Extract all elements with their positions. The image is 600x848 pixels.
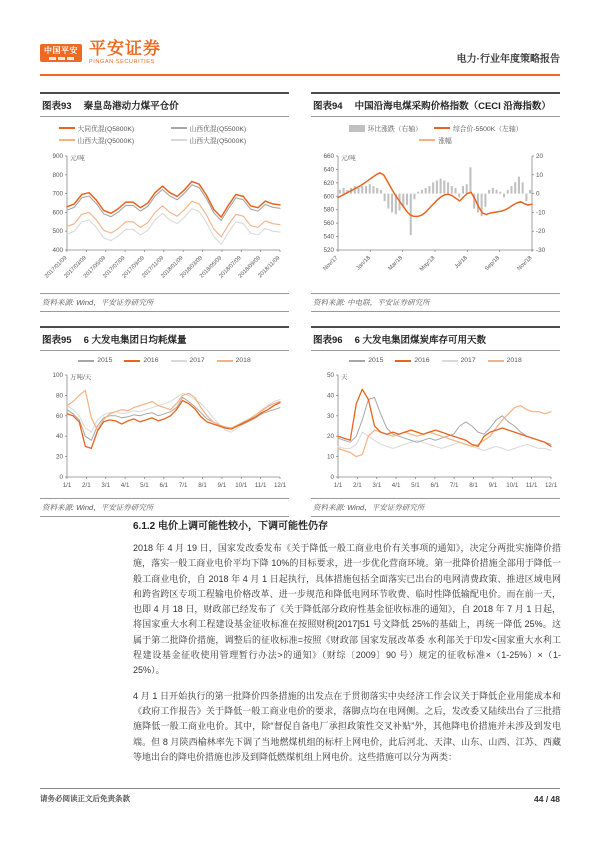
legend-swatch-icon — [349, 360, 365, 362]
legend-label: 2017 — [460, 357, 476, 364]
figure-95-chart — [40, 351, 289, 496]
body-section — [133, 517, 561, 775]
legend-swatch-icon — [171, 139, 187, 141]
pingan-logo — [40, 40, 161, 65]
legend-label: 山西大混(Q5000K) — [77, 138, 135, 145]
svg-text:2017/11/09: 2017/11/09 — [141, 255, 166, 280]
svg-text:10/1: 10/1 — [506, 482, 519, 489]
figure-96-title-row — [311, 326, 560, 351]
figure-94-source: 资料来源: 中电联，平安证券研究所 — [311, 293, 560, 312]
legend-label: 山西大混(Q5000K) — [189, 138, 247, 145]
svg-text:元/吨: 元/吨 — [341, 155, 356, 162]
legend-label: 2017 — [189, 357, 205, 364]
legend-label: 综合价-5500K（左轴） — [452, 126, 523, 133]
svg-text:2017/05/09: 2017/05/09 — [82, 255, 108, 280]
svg-text:2018/11/09: 2018/11/09 — [257, 255, 282, 280]
legend-swatch-icon — [59, 139, 75, 141]
legend-item — [171, 357, 205, 364]
legend-item — [78, 357, 112, 364]
svg-text:900: 900 — [52, 153, 63, 160]
legend-item — [349, 123, 422, 133]
pingan-badge-icon — [40, 44, 82, 62]
legend-label: 2015 — [97, 357, 113, 364]
svg-text:天: 天 — [341, 374, 348, 381]
logo-name-cn: 平安证券 — [89, 39, 161, 58]
svg-text:-10: -10 — [536, 209, 546, 217]
legend-label: 环比涨跌（右轴） — [367, 126, 422, 133]
svg-text:600: 600 — [52, 209, 63, 217]
paragraph-2: 4 月 1 日开始执行的第一批降价四条措施的出发点在于贯彻落实中央经济工作会议关于降低企业用能成本和《政府工作报告》关于降低一般工商业电价的要求，落脚点均在电网侧。之后，发改委又陆续出台了三批措施降低一般工商业电价。其中，除“督促自备电厂承担政策性交叉补贴”外，其他降电价措施并未涉及到发电端。但 8 月陕西榆林率先下调了当地燃煤机组的标杆上网电价，此后河北、天津、山东、山西、江苏、西藏等地出台的降电价措施也涉及到降低燃煤机组上网电价。这些措施可以分为两类： — [133, 690, 561, 762]
svg-text:Nov/18: Nov/18 — [516, 255, 534, 273]
svg-text:2018/03/09: 2018/03/09 — [179, 255, 204, 280]
svg-text:Nov/17: Nov/17 — [322, 255, 340, 273]
figure-95-title-row — [40, 326, 289, 351]
paragraph-1: 2018 年 4 月 19 日，国家发改委发布《关于降低一般工商业电价有关事项的通知》，决定分两批实施降价措施，落实一般工商业电价平均下降 10%的目标要求，进一步优化营商环境。第一批降价措施全部用于降低一般工商业电价，自 2018 年 4 月 1 日起执行，具体措施包括全面落实已出台的电网清费政策、推进区域电网和跨省跨区专项工程输电价格改革、进一步规范和降低电网环节收费、临时性降低输配电价。而在前一天，也即 4 月 18 日，财政部已经发布了《关于降低部分政府性基金征收标准的通知》，自 2018 年 7 月 1 日起，将国家重大水利工程建设基金征收标准在按照财税[2017]51 号文降低 25%的基础上，再统一降低 25%。这属于第二批降价措施，调整后的征收标准=按照《财政部 国家发展改革委 水利部关于印发<国家重大水利工程建设基金征收使用管理暂行办法>的通知》（财综〔2009〕90 号）规定的征收标准×（1-25%）×（1-25%）。 — [133, 543, 561, 676]
legend-item — [171, 135, 271, 145]
svg-text:0: 0 — [59, 474, 63, 481]
legend-label: 涨幅 — [438, 138, 452, 145]
legend-label: 2018 — [235, 357, 251, 364]
figure-93-title: 秦皇岛港动力煤平仓价 — [83, 101, 179, 112]
legend-swatch-icon — [395, 360, 411, 362]
svg-text:7/1: 7/1 — [178, 482, 188, 489]
svg-text:40: 40 — [55, 433, 63, 441]
svg-text:520: 520 — [323, 247, 334, 254]
figure-93-label: 图表93 — [42, 101, 72, 112]
svg-text:660: 660 — [323, 153, 334, 160]
svg-text:50: 50 — [326, 372, 334, 379]
svg-text:万吨/天: 万吨/天 — [70, 374, 92, 381]
svg-text:11/1: 11/1 — [525, 482, 538, 489]
legend-swatch-icon — [488, 360, 504, 362]
logo-name — [89, 40, 161, 65]
svg-text:700: 700 — [52, 190, 63, 198]
figure-93-chart — [40, 117, 289, 291]
svg-text:1/1: 1/1 — [62, 482, 72, 489]
svg-text:6/1: 6/1 — [430, 482, 440, 489]
svg-text:80: 80 — [55, 392, 63, 400]
figure-94-panel — [311, 92, 560, 312]
svg-text:4/1: 4/1 — [391, 482, 401, 489]
legend-item — [442, 357, 476, 364]
svg-text:20: 20 — [536, 153, 544, 160]
svg-text:3/1: 3/1 — [101, 482, 111, 489]
figure-96-panel — [311, 326, 560, 517]
page-number: 44 / 48 — [534, 793, 560, 804]
legend-swatch-icon — [78, 360, 94, 362]
legend-item — [59, 123, 159, 133]
legend-item — [434, 123, 523, 133]
figure-95-source: 资料来源: Wind，平安证券研究所 — [40, 498, 289, 517]
legend-item — [349, 357, 383, 364]
svg-text:500: 500 — [52, 228, 63, 236]
svg-text:2017/01/09: 2017/01/09 — [44, 255, 69, 280]
svg-text:1/1: 1/1 — [333, 482, 343, 489]
svg-text:元/吨: 元/吨 — [70, 155, 85, 162]
svg-text:May/18: May/18 — [418, 255, 437, 273]
svg-text:2018/01/09: 2018/01/09 — [160, 255, 185, 280]
svg-text:2017/09/09: 2017/09/09 — [121, 255, 146, 280]
svg-text:2/1: 2/1 — [353, 482, 362, 489]
figure-96-chart — [311, 351, 560, 496]
svg-text:9/1: 9/1 — [217, 482, 227, 489]
disclaimer-text: 请务必阅读正文后免责条款 — [40, 794, 130, 803]
figure-95-panel — [40, 326, 289, 517]
legend-label: 2015 — [368, 357, 384, 364]
figure-94-title: 中国沿海电煤采购价格指数（CECI 沿海指数） — [354, 101, 551, 112]
figure-93-title-row — [40, 92, 289, 117]
legend-swatch-icon — [349, 125, 365, 132]
legend-label: 2016 — [143, 357, 159, 364]
svg-text:620: 620 — [323, 179, 334, 187]
legend-swatch-icon — [442, 360, 458, 362]
svg-text:2017/03/09: 2017/03/09 — [63, 255, 88, 280]
legend-label: 大同优混(Q5800K) — [77, 126, 135, 133]
svg-text:640: 640 — [323, 166, 334, 174]
chart-legend — [40, 123, 289, 145]
report-title: 电力·行业年度策略报告 — [456, 54, 560, 65]
chart-legend — [330, 123, 542, 145]
figure-95-title: 6 大发电集团日均耗煤量 — [83, 335, 187, 346]
svg-text:2018/09/09: 2018/09/09 — [237, 255, 263, 280]
legend-item — [488, 357, 522, 364]
legend-item — [124, 357, 158, 364]
page-header — [40, 40, 560, 76]
figure-95-label: 图表95 — [42, 335, 72, 346]
svg-text:0: 0 — [536, 190, 540, 198]
legend-swatch-icon — [171, 360, 187, 362]
legend-swatch-icon — [124, 360, 140, 362]
svg-text:3/1: 3/1 — [372, 482, 382, 489]
svg-text:0: 0 — [330, 474, 334, 481]
section-heading: 6.1.2 电价上调可能性较小，下调可能性仍存 — [133, 521, 329, 532]
svg-text:8/1: 8/1 — [469, 482, 478, 489]
svg-text:2/1: 2/1 — [82, 482, 91, 489]
svg-text:2017/07/09: 2017/07/09 — [102, 255, 127, 280]
legend-swatch-icon — [171, 127, 187, 129]
figure-94-label: 图表94 — [313, 101, 343, 112]
legend-item — [395, 357, 429, 364]
svg-text:-30: -30 — [536, 247, 546, 254]
svg-text:800: 800 — [52, 171, 63, 179]
legend-item — [59, 135, 159, 145]
svg-text:Jan/18: Jan/18 — [355, 255, 372, 272]
legend-label: 2016 — [414, 357, 430, 364]
legend-swatch-icon — [217, 360, 233, 362]
svg-text:60: 60 — [55, 412, 63, 420]
figure-96-label: 图表96 — [313, 335, 343, 346]
legend-item — [419, 135, 452, 145]
legend-swatch-icon — [59, 127, 75, 129]
legend-label: 山西优混(Q5500K) — [189, 126, 247, 133]
svg-text:100: 100 — [52, 372, 63, 379]
svg-text:600: 600 — [323, 193, 334, 201]
svg-text:400: 400 — [52, 247, 63, 254]
svg-text:2018/07/09: 2018/07/09 — [218, 255, 243, 280]
svg-text:-20: -20 — [536, 228, 546, 236]
logo-name-en: PINGAN SECURITIES — [89, 59, 155, 65]
legend-swatch-icon — [434, 127, 450, 129]
svg-text:9/1: 9/1 — [488, 482, 498, 489]
svg-text:540: 540 — [323, 233, 334, 241]
svg-text:10/1: 10/1 — [235, 482, 248, 489]
svg-text:12/1: 12/1 — [544, 482, 558, 489]
figure-94-chart — [311, 117, 560, 291]
svg-text:4/1: 4/1 — [120, 482, 130, 489]
svg-text:Mar/18: Mar/18 — [387, 255, 405, 272]
badge-text: 中国平安 — [44, 45, 78, 55]
charts-grid — [40, 92, 560, 517]
svg-text:10: 10 — [326, 453, 334, 461]
svg-text:30: 30 — [326, 412, 334, 420]
figure-93-panel — [40, 92, 289, 312]
svg-text:5/1: 5/1 — [411, 482, 420, 489]
svg-text:12/1: 12/1 — [273, 482, 287, 489]
figure-96-source: 资料来源: Wind，平安证券研究所 — [311, 498, 560, 517]
figure-94-title-row — [311, 92, 560, 117]
legend-label: 2018 — [506, 357, 522, 364]
legend-item — [217, 357, 251, 364]
legend-swatch-icon — [419, 139, 435, 141]
badge-bars-icon — [42, 57, 80, 60]
chart-legend — [40, 357, 289, 364]
svg-text:Jul/18: Jul/18 — [453, 255, 469, 271]
svg-text:580: 580 — [323, 206, 334, 214]
svg-text:560: 560 — [323, 220, 334, 228]
svg-text:40: 40 — [326, 392, 334, 400]
svg-text:8/1: 8/1 — [198, 482, 207, 489]
svg-text:6/1: 6/1 — [159, 482, 169, 489]
svg-text:11/1: 11/1 — [254, 482, 267, 489]
svg-text:20: 20 — [326, 433, 334, 441]
legend-item — [171, 123, 271, 133]
figure-96-title: 6 大发电集团煤炭库存可用天数 — [354, 335, 487, 346]
figure-93-source: 资料来源: Wind，平安证券研究所 — [40, 293, 289, 312]
svg-text:20: 20 — [55, 453, 63, 461]
svg-text:Sep/18: Sep/18 — [484, 255, 502, 273]
svg-text:10: 10 — [536, 171, 544, 179]
svg-text:2018/05/09: 2018/05/09 — [198, 255, 224, 280]
svg-text:7/1: 7/1 — [449, 482, 459, 489]
svg-text:5/1: 5/1 — [140, 482, 149, 489]
chart-legend — [311, 357, 560, 364]
page-footer — [40, 788, 560, 804]
